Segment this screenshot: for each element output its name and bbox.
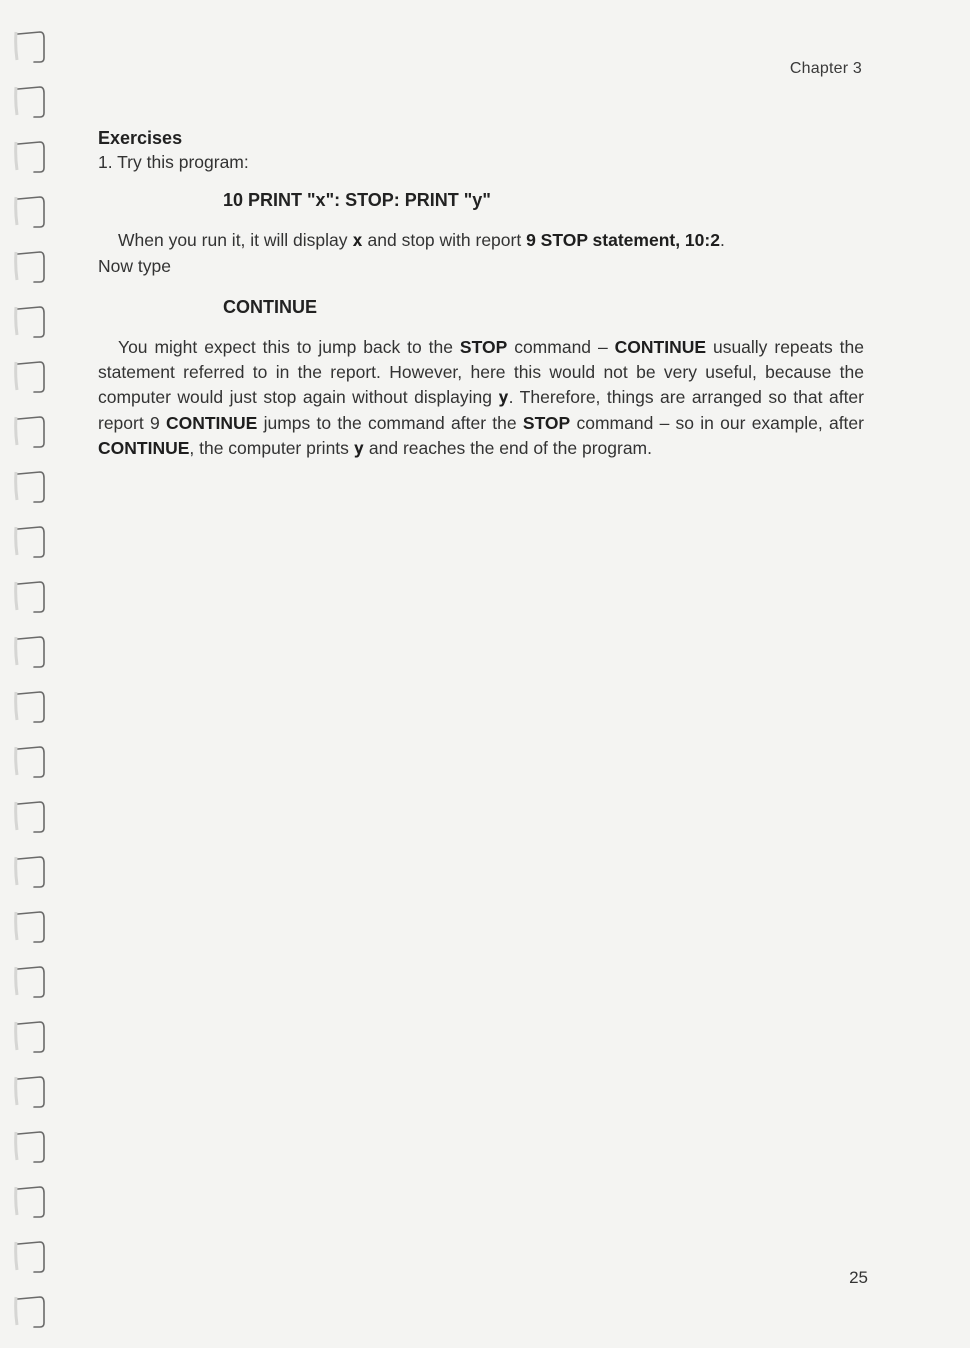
spiral-binding — [0, 0, 60, 1348]
binding-ring — [14, 1177, 48, 1221]
bold-run: CONTINUE — [98, 438, 190, 458]
page-number: 25 — [849, 1268, 868, 1287]
binding-ring — [14, 572, 48, 616]
binding-ring — [14, 792, 48, 836]
paragraph-run-result — [98, 228, 864, 254]
page-body — [98, 126, 864, 462]
binding-ring — [14, 22, 48, 66]
binding-ring — [14, 627, 48, 671]
binding-ring — [14, 462, 48, 506]
section-heading: Exercises — [98, 128, 183, 148]
bold-run: 9 STOP statement, 10:2 — [526, 230, 720, 250]
binding-ring — [14, 682, 48, 726]
running-head: Chapter 3 — [789, 60, 862, 77]
text-run: and reaches the end of the program. — [364, 438, 652, 458]
text-run: jumps to the command after the — [257, 413, 523, 433]
binding-ring — [14, 242, 48, 286]
binding-ring — [14, 187, 48, 231]
exercise-item-1 — [98, 150, 864, 174]
text-run: , the computer prints — [189, 438, 354, 458]
text-run: command – — [507, 337, 615, 357]
text-run: command – so in our example, after — [570, 413, 864, 433]
paragraph-continue-explanation — [98, 335, 864, 462]
binding-ring — [14, 847, 48, 891]
binding-ring — [14, 1287, 48, 1331]
continue-command: CONTINUE — [223, 297, 317, 317]
bold-run: CONTINUE — [165, 413, 258, 433]
text-run: You might expect this to jump back to the — [118, 337, 460, 357]
bold-run: y — [353, 439, 365, 459]
exercise-item-text: 1. Try this program: — [98, 152, 249, 172]
paragraph-now-type: Now type — [98, 256, 171, 276]
text-run: When you run it, it will display — [118, 230, 353, 250]
bold-run: CONTINUE — [614, 337, 707, 357]
binding-ring — [14, 407, 48, 451]
binding-ring — [14, 902, 48, 946]
program-listing: 10 PRINT "x": STOP: PRINT "y" — [223, 190, 491, 210]
text-run: . — [719, 230, 725, 250]
binding-ring — [14, 737, 48, 781]
binding-ring — [14, 517, 48, 561]
binding-ring — [14, 1122, 48, 1166]
bold-run: x — [352, 231, 363, 251]
binding-ring — [14, 297, 48, 341]
bold-run: y — [498, 388, 509, 408]
binding-ring — [14, 132, 48, 176]
binding-ring — [14, 1232, 48, 1276]
bold-run: STOP — [522, 413, 571, 433]
binding-ring — [14, 77, 48, 121]
binding-ring — [14, 1012, 48, 1056]
binding-ring — [14, 1067, 48, 1111]
binding-ring — [14, 957, 48, 1001]
text-run: and stop with report — [362, 230, 527, 250]
text-run: . Therefore, things are arranged so that after report 9 — [98, 387, 864, 433]
binding-ring — [14, 352, 48, 396]
bold-run: STOP — [459, 337, 508, 357]
text-run: usually repeats the statement referred to in the report. However, here this would not be very useful, because the computer would just stop again without displaying — [98, 337, 864, 407]
